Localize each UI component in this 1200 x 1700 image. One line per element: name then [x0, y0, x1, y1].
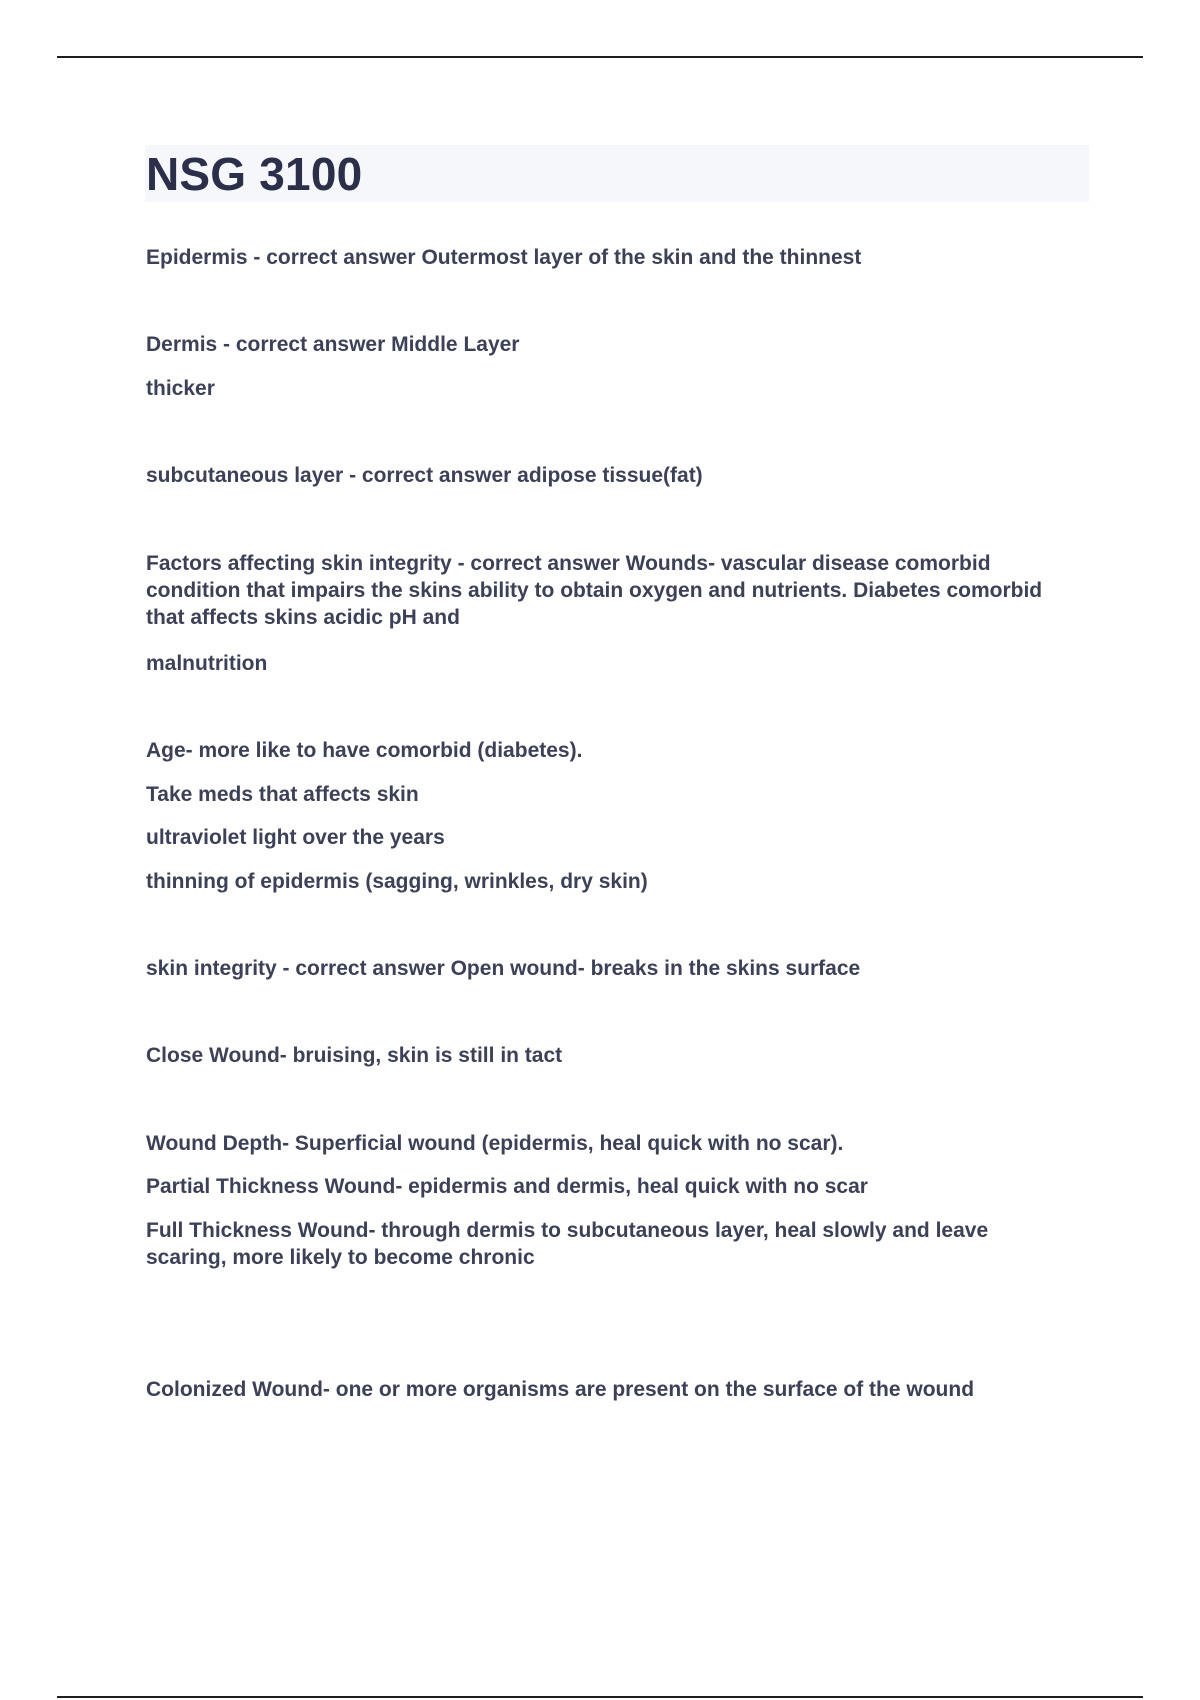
- text-line-ultraviolet: ultraviolet light over the years: [146, 826, 445, 849]
- text-line-wound-depth: Wound Depth- Superficial wound (epidermis, heal quick with no scar).: [146, 1132, 844, 1155]
- text-line-age: Age- more like to have comorbid (diabetes).: [146, 739, 583, 762]
- page-title: NSG 3100: [146, 148, 363, 200]
- text-line-malnutrition: malnutrition: [146, 652, 268, 675]
- text-line-factors: Factors affecting skin integrity - correct answer Wounds- vascular disease comorbid condition that impairs the skins ability to obtain oxygen and nutrients. Diabetes comorbid that affects skins acidic pH and: [146, 552, 1043, 629]
- text-line-epidermis: Epidermis - correct answer Outermost layer of the skin and the thinnest: [146, 246, 862, 269]
- text-line-thicker: thicker: [146, 377, 215, 400]
- text-line-skin-integrity: skin integrity - correct answer Open wound- breaks in the skins surface: [146, 957, 861, 980]
- text-line-thinning: thinning of epidermis (sagging, wrinkles, dry skin): [146, 870, 648, 893]
- text-line-subcutaneous: subcutaneous layer - correct answer adipose tissue(fat): [146, 464, 703, 487]
- bottom-divider: [57, 1696, 1143, 1698]
- text-line-dermis: Dermis - correct answer Middle Layer: [146, 333, 520, 356]
- text-line-colonized-wound: Colonized Wound- one or more organisms are present on the surface of the wound: [146, 1378, 975, 1401]
- text-line-full-thickness: Full Thickness Wound- through dermis to subcutaneous layer, heal slowly and leave scaring, more likely to become chronic: [146, 1219, 989, 1269]
- text-line-close-wound: Close Wound- bruising, skin is still in tact: [146, 1044, 563, 1067]
- top-divider: [57, 56, 1143, 58]
- text-line-partial-thickness: Partial Thickness Wound- epidermis and dermis, heal quick with no scar: [146, 1175, 868, 1198]
- text-line-meds: Take meds that affects skin: [146, 783, 419, 806]
